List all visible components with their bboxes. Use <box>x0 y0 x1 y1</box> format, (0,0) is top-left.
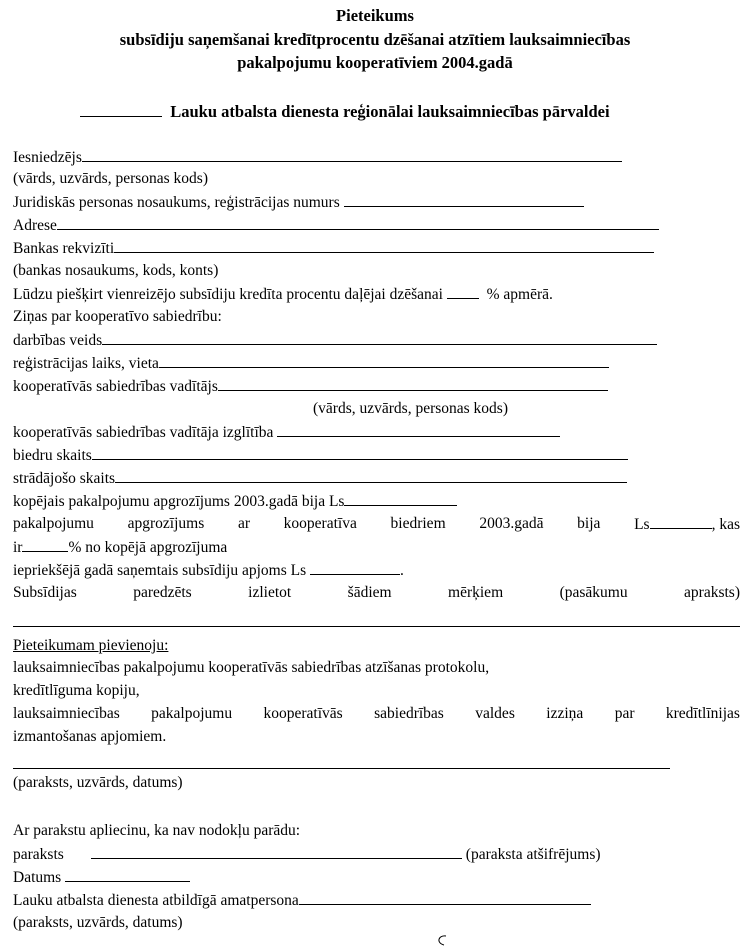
sign-label: paraksts <box>13 846 64 863</box>
turnover-members-field[interactable] <box>650 515 712 529</box>
employees-line <box>13 469 627 488</box>
date-line <box>13 868 190 887</box>
prev-subsidy-field[interactable] <box>310 561 400 575</box>
employees-label: strādājošo skaits <box>13 470 116 487</box>
address-label: Adrese <box>13 217 57 234</box>
registration-field[interactable] <box>159 354 609 368</box>
registration-line <box>13 354 609 373</box>
manager-field[interactable] <box>218 377 608 391</box>
turnover-total-field[interactable] <box>344 492 457 506</box>
address-line <box>13 216 659 235</box>
word: pakalpojumu <box>13 515 94 532</box>
activity-line <box>13 331 657 350</box>
word: apraksts) <box>684 584 740 601</box>
attachments-heading: Pieteikumam pievienoju: <box>13 637 169 654</box>
pct-label-b: % no kopējā apgrozījuma <box>68 539 228 556</box>
legal-name-field[interactable] <box>344 193 584 207</box>
activity-field[interactable] <box>102 331 657 345</box>
manager-edu-line <box>13 423 560 442</box>
manager-hint: (vārds, uzvārds, personas kods) <box>313 400 508 417</box>
members-field[interactable] <box>92 446 628 460</box>
prev-subsidy-label: iepriekšējā gadā saņemtais subsīdiju apjoms Ls <box>13 562 307 579</box>
word: , kas <box>711 516 740 533</box>
pct-of-total-field[interactable] <box>22 538 68 552</box>
word: apgrozījums <box>127 515 205 532</box>
word: izziņa <box>546 705 584 722</box>
word: . <box>400 562 404 579</box>
applicant-hint: (vārds, uzvārds, personas kods) <box>13 170 208 187</box>
official-field[interactable] <box>299 891 591 905</box>
word: pakalpojumu <box>151 705 233 722</box>
official-hint: (paraksts, uzvārds, datums) <box>13 914 183 931</box>
applicant-signature-field[interactable] <box>13 768 670 769</box>
applicant-field[interactable] <box>82 148 622 162</box>
bank-line <box>13 239 654 258</box>
members-label: biedru skaits <box>13 447 92 464</box>
employees-field[interactable] <box>115 469 627 483</box>
address-field[interactable] <box>57 216 659 230</box>
legal-name-label: Juridiskās personas nosaukums, reģistrācijas numurs <box>13 194 340 211</box>
word: biedriem <box>390 515 446 532</box>
attachment-item-3 <box>13 705 740 723</box>
purpose-field[interactable] <box>13 626 740 627</box>
attachment-item-1: lauksaimniecības pakalpojumu kooperatīvās sabiedrības atzīšanas protokolu, <box>13 659 490 676</box>
tax-statement: Ar parakstu apliecinu, ka nav nodokļu parādu: <box>13 822 301 839</box>
request-text: Lūdzu piešķirt vienreizējo subsīdiju kredīta procentu daļējai dzēšanai <box>13 286 443 303</box>
word: šādiem <box>347 584 392 601</box>
pct-label-a: ir <box>13 539 23 556</box>
purpose-line <box>13 584 740 602</box>
manager-label: kooperatīvās sabiedrības vadītājs <box>13 378 218 395</box>
attachment-item-3-cont: izmantošanas apjomiem. <box>13 728 167 745</box>
bank-hint: (bankas nosaukums, kods, konts) <box>13 262 219 279</box>
attachment-item-2: kredītlīguma kopiju, <box>13 682 140 699</box>
percent-of-total-line <box>13 538 227 557</box>
word: ar <box>237 515 250 532</box>
form-subtitle-line2: pakalpojumu kooperatīviem 2004.gadā <box>237 53 513 72</box>
addressee-line <box>80 103 610 121</box>
date-label: Datums <box>13 869 62 886</box>
word: par <box>614 705 635 722</box>
form-title: Pieteikums <box>336 6 414 25</box>
word: izlietot <box>248 584 292 601</box>
coop-info-heading: Ziņas par kooperatīvo sabiedrību: <box>13 308 222 325</box>
word: Ls <box>634 516 650 533</box>
region-blank[interactable] <box>80 103 162 117</box>
word: kredītlīnijas <box>665 705 740 722</box>
word: valdes <box>475 705 515 722</box>
word: mērķiem <box>448 584 504 601</box>
request-text-end: % apmērā. <box>486 286 553 303</box>
bank-label: Bankas rekvizīti <box>13 240 115 257</box>
applicant-line <box>13 148 622 167</box>
percent-field[interactable] <box>447 285 479 299</box>
activity-label: darbības veids <box>13 332 103 349</box>
request-line <box>13 285 553 304</box>
applicant-label: Iesniedzējs <box>13 149 82 166</box>
manager-edu-label: kooperatīvās sabiedrības vadītāja izglītība <box>13 424 274 441</box>
form-subtitle-line1: subsīdiju saņemšanai kredītprocentu dzēšanai atzītiem lauksaimniecības <box>119 30 631 49</box>
date-field[interactable] <box>65 868 190 882</box>
word: 2003.gadā <box>479 515 544 532</box>
manager-line <box>13 377 608 396</box>
addressee-text: Lauku atbalsta dienesta reģionālai lauksaimniecības pārvaldei <box>170 102 610 121</box>
turnover-total-label: kopējais pakalpojumu apgrozījums 2003.gadā bija Ls <box>13 493 345 510</box>
word: paredzēts <box>133 584 192 601</box>
applicant-signature-hint: (paraksts, uzvārds, datums) <box>13 774 183 791</box>
word: Subsīdijas <box>13 584 77 601</box>
word: (pasākumu <box>559 584 628 601</box>
manager-edu-field[interactable] <box>277 423 560 437</box>
sign-decode-label: (paraksta atšifrējums) <box>465 846 601 863</box>
official-label: Lauku atbalsta dienesta atbildīgā amatpersona <box>13 892 299 909</box>
word: lauksaimniecības <box>13 705 120 722</box>
legal-name-line <box>13 193 584 212</box>
bank-field[interactable] <box>114 239 654 253</box>
official-line <box>13 891 591 910</box>
word: kooperatīvās <box>263 705 343 722</box>
sign-field[interactable] <box>91 845 462 859</box>
word: sabiedrības <box>374 705 444 722</box>
turnover-members-tail <box>634 515 740 534</box>
word: kooperatīva <box>283 515 357 532</box>
members-line <box>13 446 628 465</box>
handwritten-mark-icon <box>432 934 454 947</box>
word: bija <box>577 515 601 532</box>
sign-line <box>13 845 601 864</box>
prev-subsidy-line <box>13 561 404 580</box>
turnover-total-line <box>13 492 457 511</box>
turnover-members-line <box>13 515 740 534</box>
registration-label: reģistrācijas laiks, vieta <box>13 355 159 372</box>
